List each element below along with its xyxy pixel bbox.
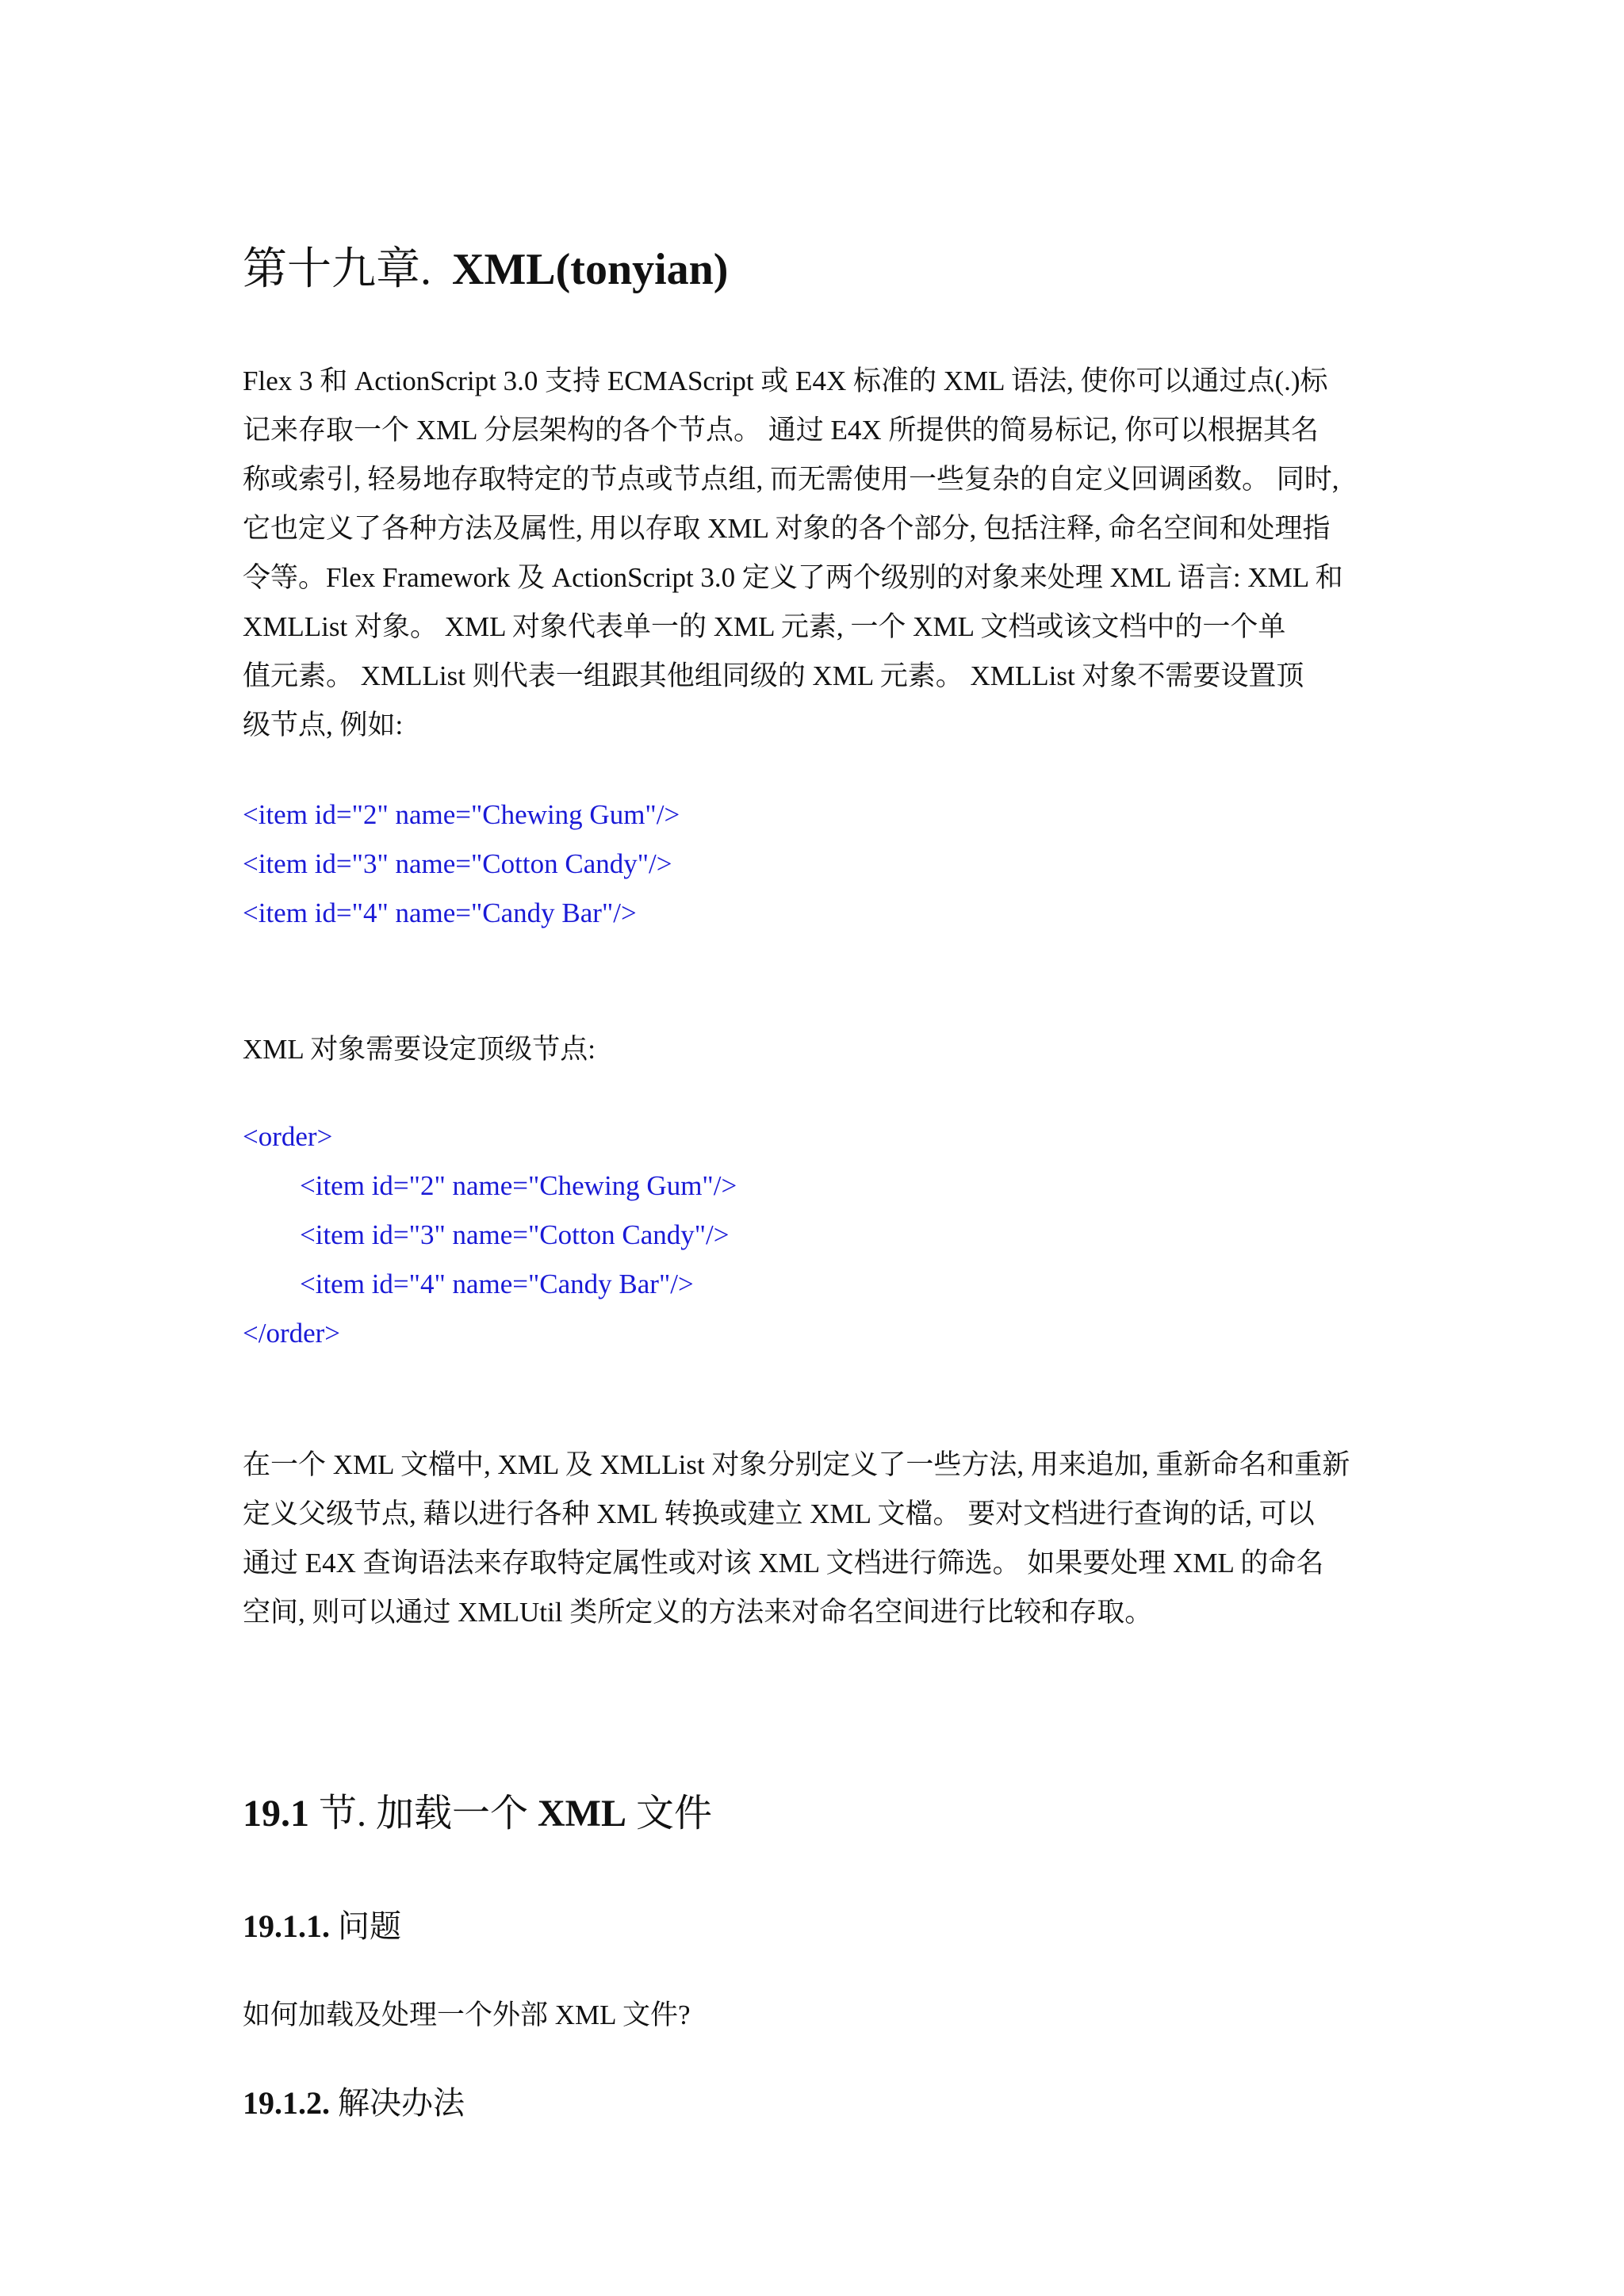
methods-paragraph xyxy=(243,1441,1391,1637)
code-xmllist-example xyxy=(243,790,680,938)
text-line: Flex 3 和 ActionScript 3.0 支持 ECMAScript 或 E4X 标准的 XML 语法, 使你可以通过点(.)标 xyxy=(243,365,1328,396)
code-xml-order-example xyxy=(243,1112,737,1358)
code-line: <item id="4" name="Candy Bar"/> xyxy=(300,1269,694,1299)
text-line: 它也定义了各种方法及属性, 用以存取 XML 对象的各个部分, 包括注释, 命名空间和处理指 xyxy=(243,513,1331,544)
text-line: XMLList 对象。 XML 对象代表单一的 XML 元素, 一个 XML 文档或该文档中的一个单 xyxy=(243,611,1286,642)
code-line: <item id="2" name="Chewing Gum"/> xyxy=(243,799,680,830)
xml-note-paragraph xyxy=(243,1025,1391,1074)
code-line: <item id="4" name="Candy Bar"/> xyxy=(243,897,637,928)
code-line-open: <order> xyxy=(243,1121,333,1152)
subsection-heading-solution xyxy=(243,2080,465,2127)
subsection-number: 19.1.2. xyxy=(243,2085,330,2121)
text-line: 空间, 则可以通过 XMLUtil 类所定义的方法来对命名空间进行比较和存取。 xyxy=(243,1597,1153,1628)
chapter-number: 第十九章. xyxy=(243,245,431,294)
section-heading xyxy=(243,1786,712,1842)
text-line: 令等。Flex Framework 及 ActionScript 3.0 定义了两个级别的对象来处理 XML 语言: XML 和 xyxy=(243,562,1343,593)
code-line: <item id="3" name="Cotton Candy"/> xyxy=(243,848,672,879)
text-line: 在一个 XML 文檔中, XML 及 XMLList 对象分别定义了一些方法, 用来追加, 重新命名和重新 xyxy=(243,1449,1350,1480)
intro-paragraph xyxy=(243,357,1391,750)
section-number: 19.1 xyxy=(243,1793,309,1835)
text-line: 如何加载及处理一个外部 XML 文件? xyxy=(243,1999,691,2030)
text-line: 值元素。 XMLList 则代表一组跟其他组同级的 XML 元素。 XMLList 对象不需要设置顶 xyxy=(243,660,1304,691)
code-line-close: </order> xyxy=(243,1318,341,1349)
text-line: 通过 E4X 查询语法来存取特定属性或对该 XML 文档进行筛选。 如果要处理 XML 的命名 xyxy=(243,1548,1324,1578)
chapter-heading xyxy=(243,238,728,301)
question-paragraph xyxy=(243,1991,1391,2040)
text-line: XML 对象需要设定顶级节点: xyxy=(243,1034,596,1065)
subsection-number: 19.1.1. xyxy=(243,1908,330,1944)
subsection-title: 问题 xyxy=(338,1908,401,1944)
text-line: 称或索引, 轻易地存取特定的节点或节点组, 而无需使用一些复杂的自定义回调函数。 同时, xyxy=(243,464,1339,495)
section-label: 节. 加载一个 xyxy=(319,1793,529,1835)
code-line: <item id="3" name="Cotton Candy"/> xyxy=(300,1219,730,1250)
subsection-title: 解决办法 xyxy=(338,2085,465,2121)
section-bold-word: XML xyxy=(538,1793,626,1835)
text-line: 记来存取一个 XML 分层架构的各个节点。 通过 E4X 所提供的简易标记, 你可以根据其名 xyxy=(243,415,1319,446)
text-line: 定义父级节点, 藉以进行各种 XML 转换或建立 XML 文檔。 要对文档进行查询的话, 可以 xyxy=(243,1498,1315,1529)
text-line: 级节点, 例如: xyxy=(243,710,404,740)
code-line: <item id="2" name="Chewing Gum"/> xyxy=(300,1170,737,1201)
section-rest: 文件 xyxy=(636,1793,713,1835)
chapter-title: XML(tonyian) xyxy=(452,245,729,294)
subsection-heading-problem xyxy=(243,1903,401,1950)
